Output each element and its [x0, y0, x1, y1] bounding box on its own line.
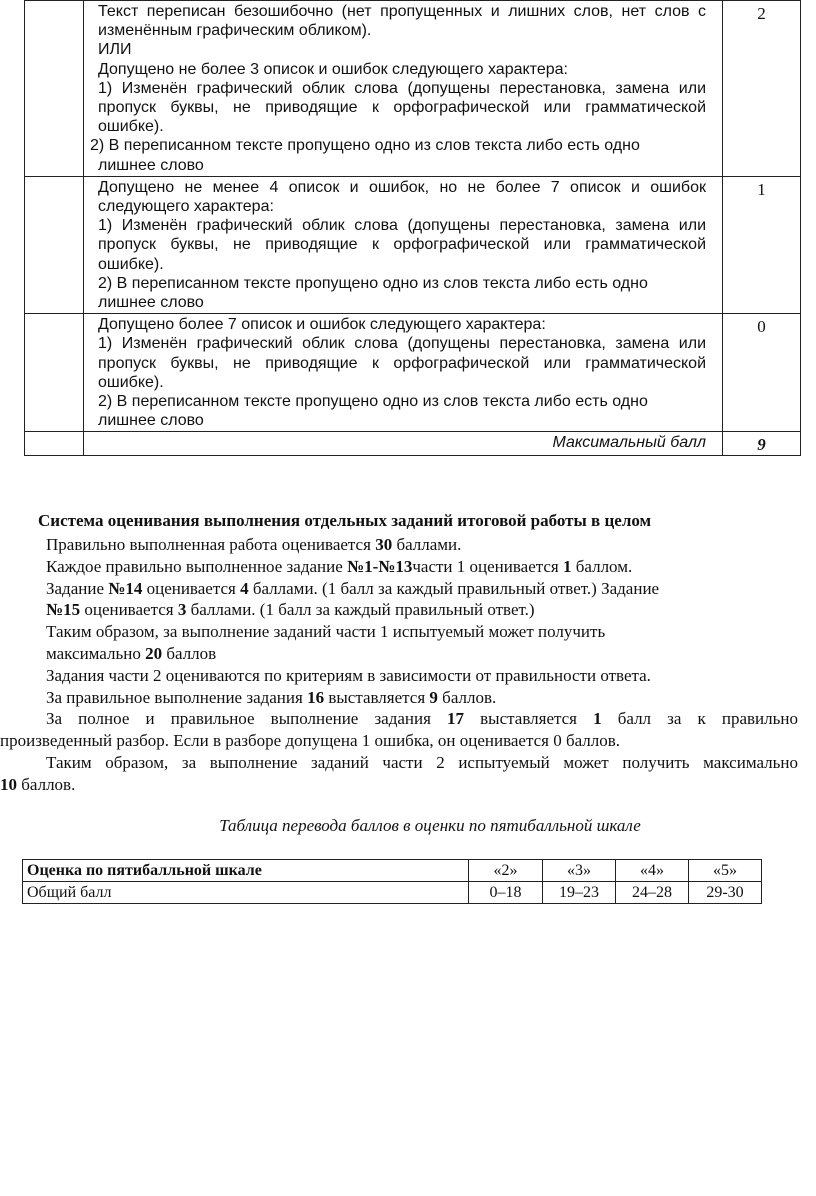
paragraph: максимально 20 баллов [46, 643, 217, 663]
criteria-line: пропуск буквы, не приводящие к орфографической или грамматической [98, 354, 706, 372]
criteria-line: пропуск буквы, не приводящие к орфографической или грамматической [98, 99, 706, 117]
header-cell: «4» [616, 860, 689, 882]
paragraph: Задание №14 оценивается 4 баллами. (1 балл за каждый правильный ответ.) Задание [46, 578, 660, 598]
scoring-description [0, 534, 798, 796]
criteria-line: лишнее слово [98, 294, 204, 312]
paragraph: №15 оценивается 3 баллами. (1 балл за каждый правильный ответ.) [46, 600, 535, 620]
criteria-table [24, 0, 801, 456]
criteria-line: ИЛИ [98, 41, 132, 59]
criteria-line: лишнее слово [98, 156, 204, 174]
criteria-line: ошибке). [98, 373, 164, 391]
criteria-line: 1) Изменён графический облик слова (допущены перестановка, замена или [98, 335, 706, 353]
criteria-line: следующего характера: [98, 198, 274, 216]
criteria-line: пропуск буквы, не приводящие к орфографической или грамматической [98, 236, 706, 254]
grade-data-row [23, 882, 762, 904]
empty-cell [25, 432, 84, 456]
max-score-label: Максимальный балл [84, 432, 723, 456]
header-cell: «5» [689, 860, 762, 882]
criteria-row [25, 176, 801, 313]
empty-cell [25, 314, 84, 432]
max-score-row [25, 432, 801, 456]
criteria-line: ошибке). [98, 255, 164, 273]
score-range: 29-30 [689, 882, 762, 904]
criteria-line: 1) Изменён графический облик слова (допущены перестановка, замена или [98, 217, 706, 235]
criteria-line: Текст переписан безошибочно (нет пропущенных и лишних слов, нет слов с [98, 3, 706, 20]
score-range: 24–28 [616, 882, 689, 904]
paragraph: За полное и правильное выполнение задания 17 выставляется 1 балл за к правильно [46, 709, 798, 729]
paragraph: Таким образом, за выполнение заданий части 2 испытуемый может получить максимально [46, 752, 798, 772]
criteria-line: 2) В переписанном тексте пропущено одно из слов текста либо есть одно [98, 393, 648, 411]
section-title: Система оценивания выполнения отдельных заданий итоговой работы в целом [38, 511, 652, 530]
criteria-line: Допущено не менее 4 описок и ошибок, но не более 7 описок и ошибок [98, 178, 706, 196]
header-cell: Оценка по пятибалльной шкале [23, 860, 469, 882]
criteria-line: 2) В переписанном тексте пропущено одно из слов текста либо есть одно [90, 137, 640, 155]
header-cell: «2» [469, 860, 543, 882]
criteria-text [84, 176, 723, 313]
criteria-line: ошибке). [98, 118, 164, 136]
paragraph: Задания части 2 оцениваются по критериям в зависимости от правильности ответа. [46, 665, 651, 685]
criteria-line: изменённым графическим обликом). [98, 22, 372, 40]
criteria-text [84, 314, 723, 432]
score-range: 19–23 [543, 882, 616, 904]
score-cell: 0 [723, 314, 801, 432]
empty-cell [25, 176, 84, 313]
paragraph: Правильно выполненная работа оценивается 30 баллами. [46, 535, 462, 554]
score-cell: 2 [723, 1, 801, 177]
paragraph: Таким образом, за выполнение заданий части 1 испытуемый может получить [46, 622, 606, 642]
header-cell: «3» [543, 860, 616, 882]
criteria-row [25, 314, 801, 432]
table-caption: Таблица перевода баллов в оценки по пятибалльной шкале [219, 816, 641, 835]
criteria-row [25, 1, 801, 177]
paragraph: За правильное выполнение задания 16 выставляется 9 баллов. [46, 687, 497, 707]
score-range: 0–18 [469, 882, 543, 904]
grade-table [22, 859, 762, 904]
max-score-value: 9 [723, 432, 801, 456]
criteria-line: Допущено более 7 описок и ошибок следующего характера: [98, 316, 546, 334]
paragraph: 10 баллов. [0, 774, 76, 794]
empty-cell [25, 1, 84, 177]
criteria-line: лишнее слово [98, 412, 204, 430]
criteria-text [84, 1, 723, 177]
criteria-line: Допущено не более 3 описок и ошибок следующего характера: [98, 60, 568, 78]
row-label: Общий балл [23, 882, 469, 904]
criteria-line: 2) В переписанном тексте пропущено одно из слов текста либо есть одно [98, 274, 648, 292]
grade-header-row [23, 860, 762, 882]
paragraph: произведенный разбор. Если в разборе допущена 1 ошибка, он оценивается 0 баллов. [0, 731, 621, 751]
score-cell: 1 [723, 176, 801, 313]
criteria-line: 1) Изменён графический облик слова (допущены перестановка, замена или [98, 79, 706, 97]
paragraph: Каждое правильно выполненное задание №1-№13части 1 оценивается 1 баллом. [46, 556, 633, 576]
